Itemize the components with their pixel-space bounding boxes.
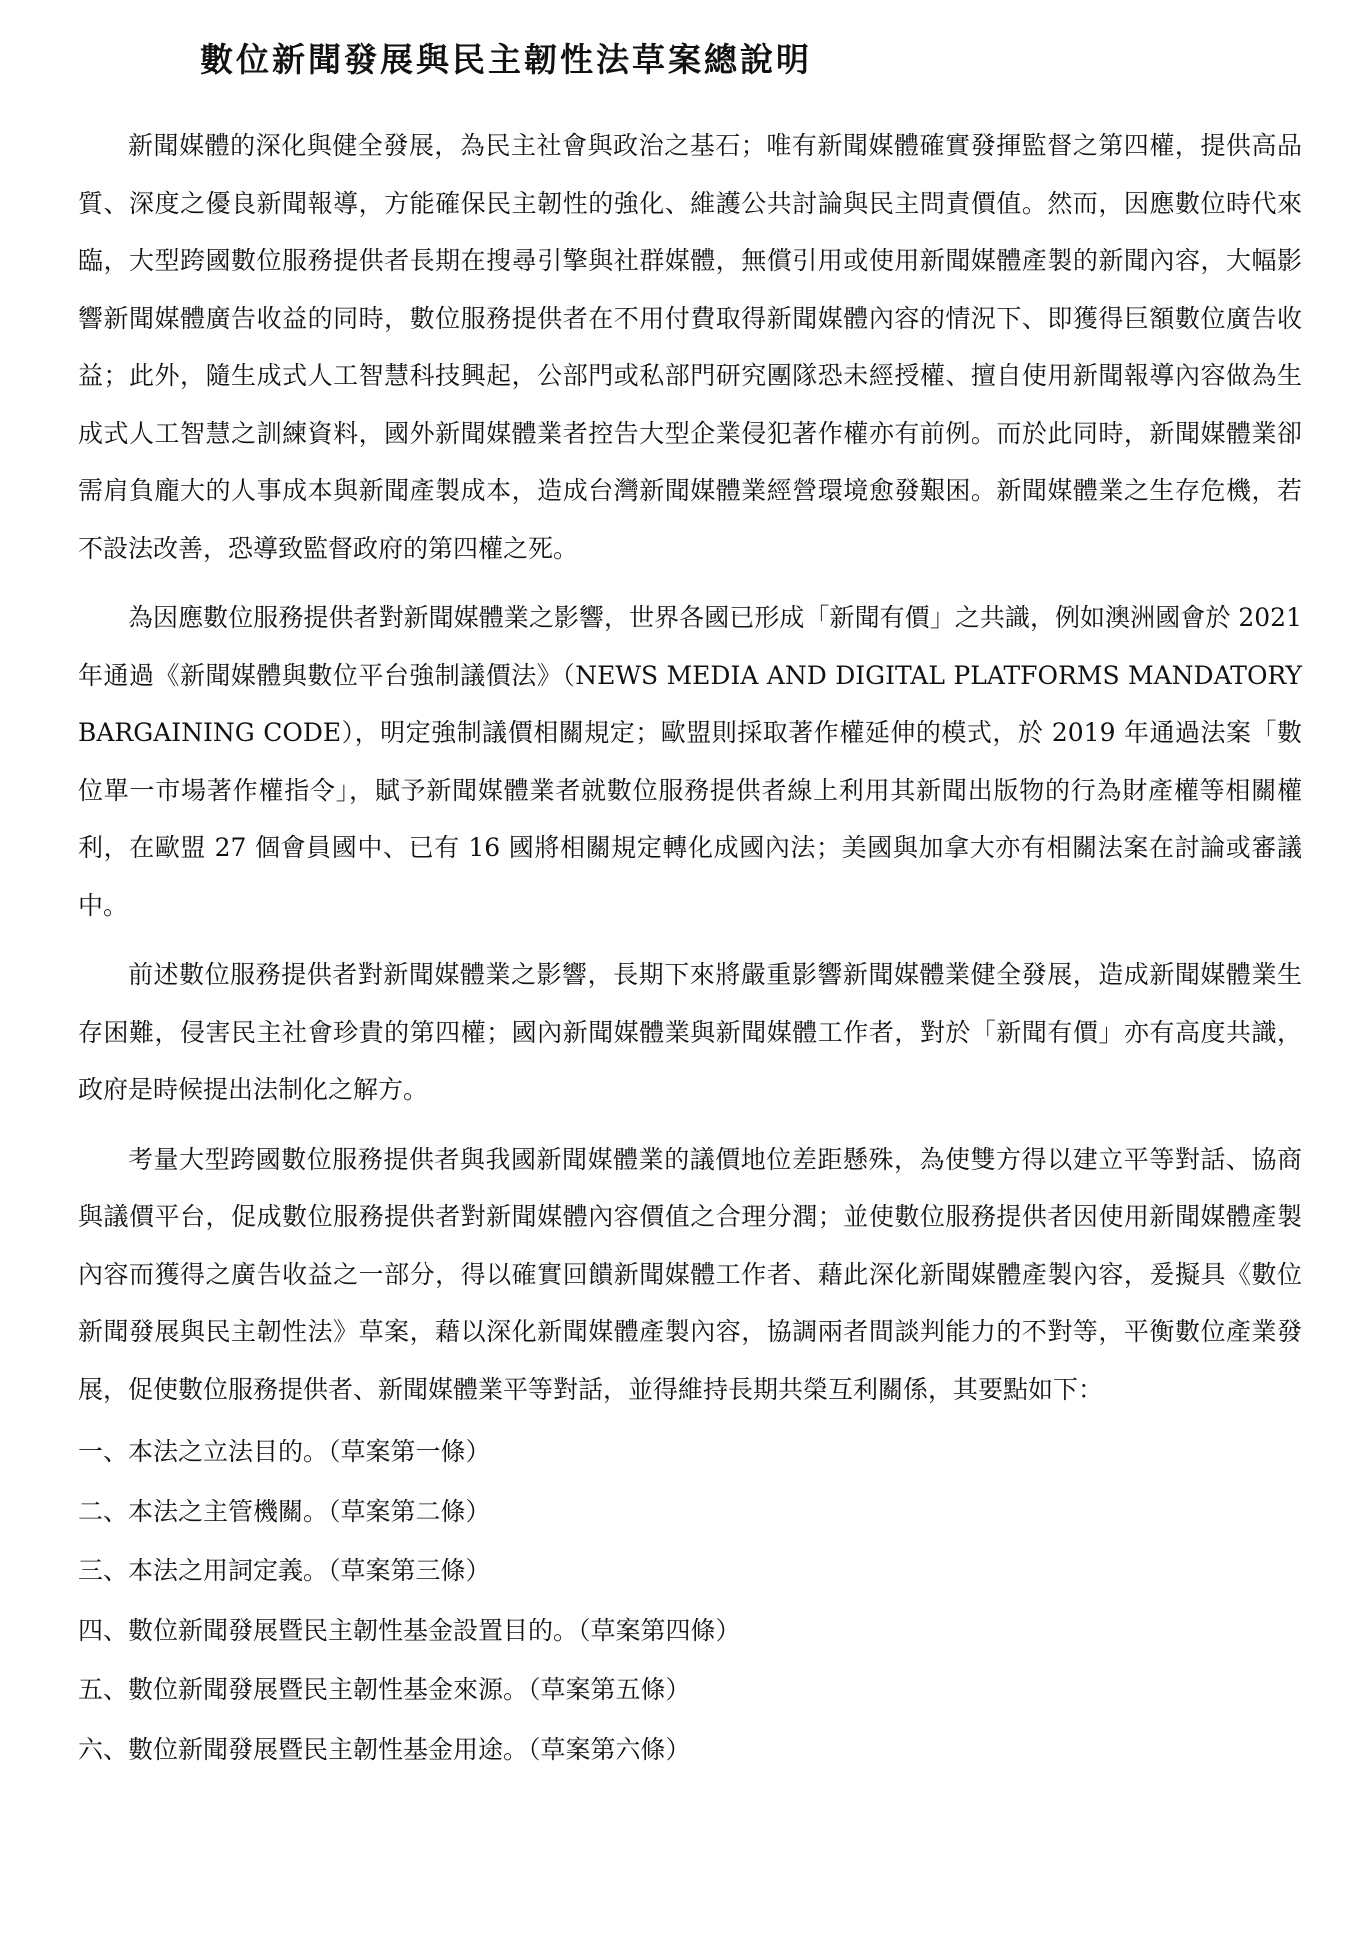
paragraph-purpose: 考量大型跨國數位服務提供者與我國新聞媒體業的議價地位差距懸殊，為使雙方得以建立平等對話、協商與議價平台，促成數位服務提供者對新聞媒體內容價值之合理分潤；並使數位服務提供者因使用新聞媒體產製內容而獲得之廣告收益之一部分，得以確實回饋新聞媒體工作者、藉此深化新聞媒體產製內容，爰擬具《數位新聞發展與民主韌性法》草案，藉以深化新聞媒體產製內容，協調兩者間談判能力的不對等，平衡數位產業發展，促使數位服務提供者、新聞媒體業平等對話，並得維持長期共榮互利關係，其要點如下： — [78, 1144, 1302, 1404]
document-body — [78, 117, 1302, 1779]
key-point-item: 六、數位新聞發展暨民主韌性基金用途。（草案第六條） — [78, 1734, 691, 1764]
key-point-item: 三、本法之用詞定義。（草案第三條） — [78, 1556, 491, 1585]
paragraph-domestic-impact: 前述數位服務提供者對新聞媒體業之影響，長期下來將嚴重影響新聞媒體業健全發展，造成新聞媒體業生存困難，侵害民主社會珍貴的第四權；國內新聞媒體業與新聞媒體工作者，對於「新聞有價」亦有高度共識，政府是時候提出法制化之解方。 — [78, 960, 1302, 1104]
paragraph-international-practice: 為因應數位服務提供者對新聞媒體業之影響，世界各國已形成「新聞有價」之共識，例如澳洲國會於 2021 年通過《新聞媒體與數位平台強制議價法》（NEWS MEDIA AND DIGITAL PLATFORMS MANDATORY BARGAINING CODE），明定強制議價相關規定；歐盟則採取著作權延伸的模式，於 2019 年通過法案「數位單一市場著作權指令」，賦予新聞媒體業者就數位服務提供者線上利用其新聞出版物的行為財產權等相關權利，在歐盟 27 個會員國中、已有 16 國將相關規定轉化成國內法；美國與加拿大亦有相關法案在討論或審議中。 — [78, 603, 1302, 920]
key-point-item: 一、本法之立法目的。（草案第一條） — [78, 1437, 491, 1466]
key-point-item: 五、數位新聞發展暨民主韌性基金來源。（草案第五條） — [78, 1675, 691, 1704]
key-points-list — [78, 1422, 1302, 1779]
document-title: 數位新聞發展與民主韌性法草案總說明 — [200, 40, 812, 79]
key-point-item: 二、本法之主管機關。（草案第二條） — [78, 1496, 491, 1526]
paragraph-introduction: 新聞媒體的深化與健全發展，為民主社會與政治之基石；唯有新聞媒體確實發揮監督之第四權，提供高品質、深度之優良新聞報導，方能確保民主韌性的強化、維護公共討論與民主問責價值。然而，因應數位時代來臨，大型跨國數位服務提供者長期在搜尋引擎與社群媒體，無償引用或使用新聞媒體產製的新聞內容，大幅影響新聞媒體廣告收益的同時，數位服務提供者在不用付費取得新聞媒體內容的情況下、即獲得巨額數位廣告收益；此外，隨生成式人工智慧科技興起，公部門或私部門研究團隊恐未經授權、擅自使用新聞報導內容做為生成式人工智慧之訓練資料，國外新聞媒體業者控告大型企業侵犯著作權亦有前例。而於此同時，新聞媒體業卻需肩負龐大的人事成本與新聞產製成本，造成台灣新聞媒體業經營環境愈發艱困。新聞媒體業之生存危機，若不設法改善，恐導致監督政府的第四權之死。 — [78, 131, 1302, 563]
key-point-item: 四、數位新聞發展暨民主韌性基金設置目的。（草案第四條） — [78, 1615, 741, 1645]
